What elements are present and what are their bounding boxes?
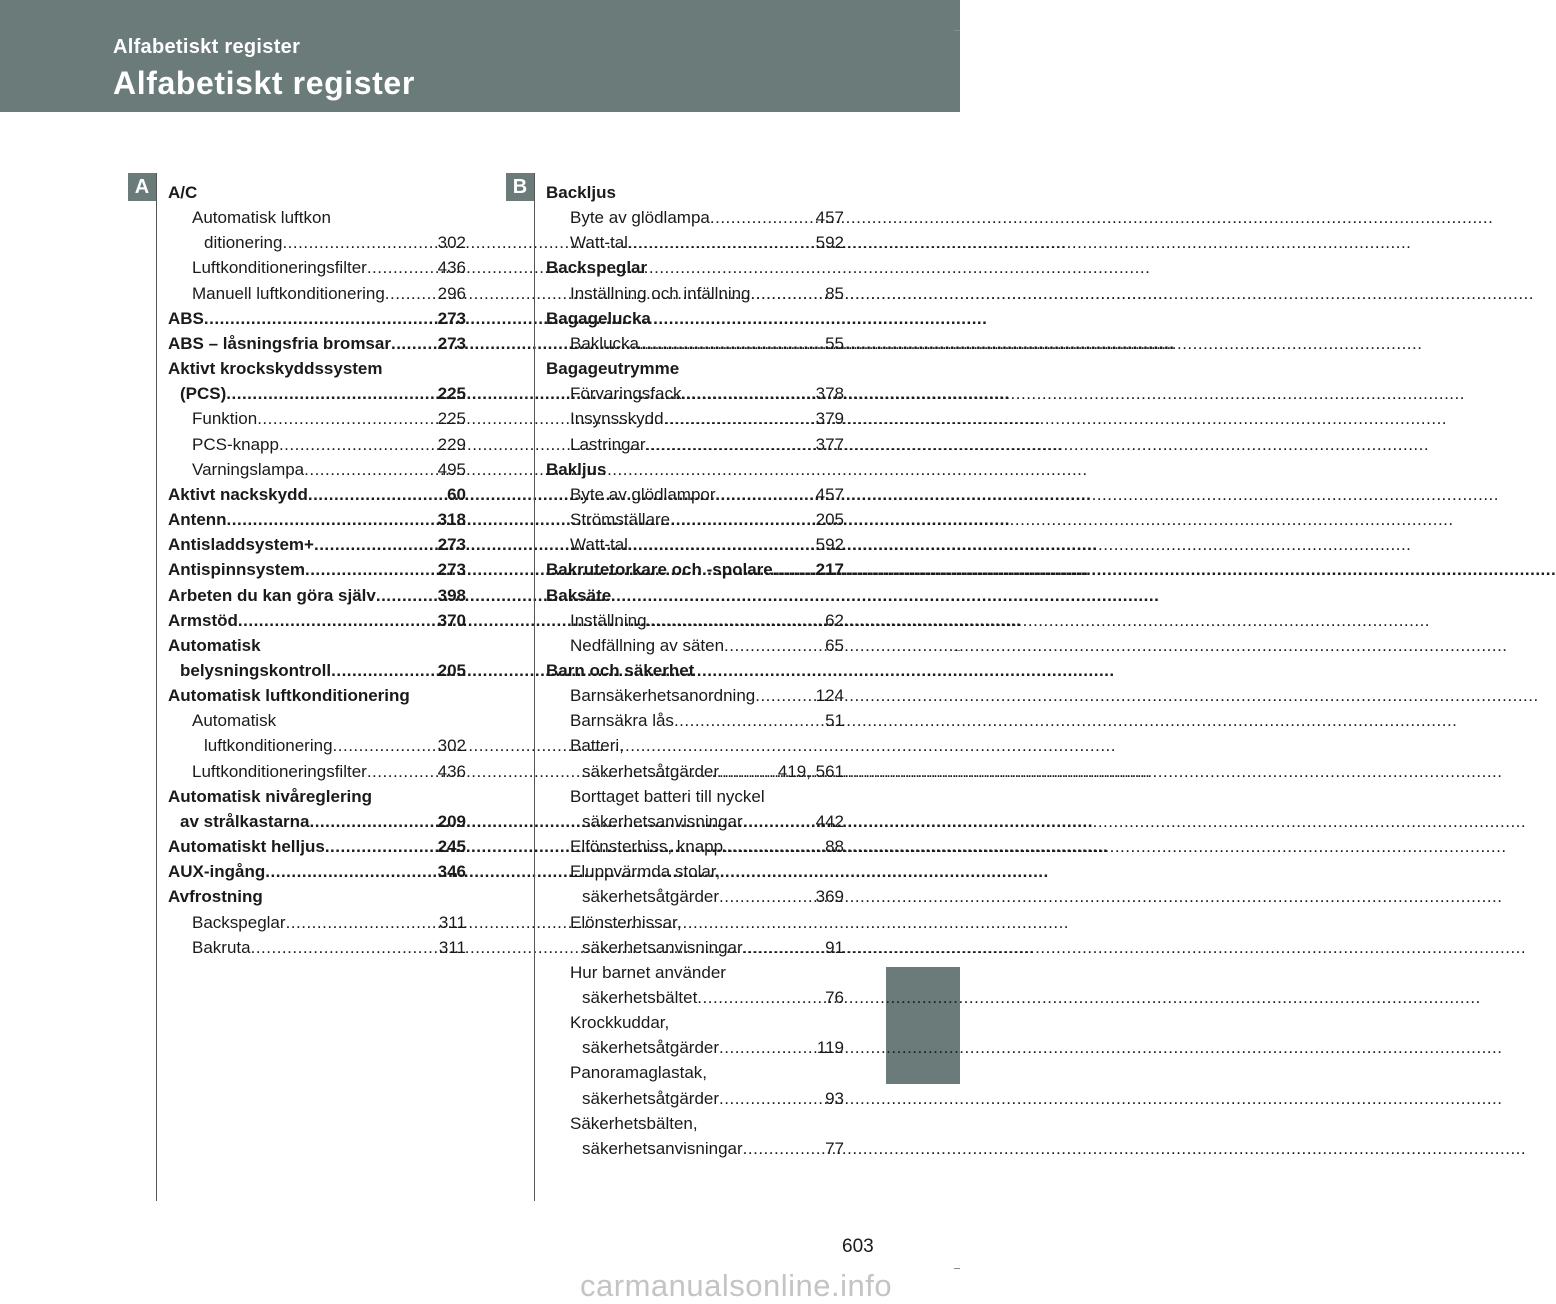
term-text: A/C bbox=[168, 183, 198, 202]
dot-leader bbox=[333, 733, 436, 758]
term-text: Antispinnsystem bbox=[168, 560, 305, 580]
dot-leader bbox=[376, 583, 436, 608]
term-text: Watt-tal bbox=[570, 535, 628, 555]
index-term bbox=[546, 255, 844, 280]
index-subterm bbox=[168, 230, 466, 255]
page-reference: 225 bbox=[437, 384, 466, 404]
page-reference: 311 bbox=[438, 912, 466, 932]
term-text: Barn och säkerhet bbox=[546, 660, 695, 680]
term-text: Baksäte bbox=[546, 585, 612, 605]
term-text: Bakljus bbox=[546, 459, 607, 479]
page-reference: 398 bbox=[437, 585, 466, 605]
watermark: carmanualsonline.info bbox=[580, 1268, 893, 1303]
index-subterm bbox=[546, 1086, 844, 1111]
page-reference: 442 bbox=[815, 811, 844, 831]
term-text: Förvaringsfack bbox=[570, 384, 682, 404]
term-text: Bagageutrymme bbox=[546, 359, 680, 379]
term-text: Varningslampa bbox=[192, 459, 305, 479]
index-term bbox=[168, 633, 466, 658]
term-text: Manuell luftkonditionering bbox=[192, 283, 385, 303]
index-entry bbox=[546, 180, 844, 255]
index-subterm bbox=[546, 884, 844, 909]
dot-leader bbox=[331, 658, 435, 683]
term-text: Panoramaglastak, bbox=[570, 1063, 708, 1083]
index-entry bbox=[546, 356, 844, 457]
page-reference: 60 bbox=[447, 484, 466, 504]
index-entry bbox=[168, 557, 466, 582]
term-text: av strålkastarna bbox=[180, 811, 310, 831]
dot-leader bbox=[628, 532, 814, 557]
term-text: Byte av glödlampa bbox=[570, 208, 710, 228]
term-text: Aktivt krockskyddssystem bbox=[168, 359, 383, 379]
dot-leader bbox=[743, 1136, 823, 1161]
term-text: säkerhetsanvisningar bbox=[582, 811, 743, 831]
dot-leader bbox=[674, 708, 823, 733]
term-text: Säkerhetsbälten, bbox=[570, 1113, 698, 1133]
dot-leader bbox=[716, 482, 814, 507]
dot-leader bbox=[367, 255, 436, 280]
index-term bbox=[168, 507, 466, 532]
term-text: Automatisk nivåreglering bbox=[168, 786, 373, 806]
index-term bbox=[546, 180, 844, 205]
term-text: Armstöd bbox=[168, 610, 238, 630]
term-text: Strömställare bbox=[570, 510, 671, 530]
index-term bbox=[168, 809, 466, 834]
index-subterm bbox=[546, 759, 844, 784]
term-text: Avfrostning bbox=[168, 887, 263, 907]
dot-leader bbox=[227, 507, 436, 532]
term-text: Antisladdsystem+ bbox=[168, 535, 314, 555]
term-text: Inställning bbox=[570, 610, 647, 630]
page-reference: 76 bbox=[825, 988, 844, 1007]
index-subterm bbox=[546, 281, 844, 306]
term-text: Eluppvärmda stolar, bbox=[570, 862, 721, 882]
index-entry bbox=[168, 180, 466, 306]
page-reference: 378 bbox=[815, 384, 844, 404]
term-text: ditionering bbox=[204, 233, 283, 253]
index-subterm bbox=[546, 205, 844, 230]
page-reference: 457 bbox=[815, 484, 844, 504]
term-text: belysningskontroll bbox=[180, 660, 332, 680]
index-term bbox=[168, 784, 466, 809]
index-term bbox=[168, 583, 466, 608]
index-entry bbox=[546, 306, 844, 356]
term-text: luftkonditionering bbox=[204, 736, 333, 756]
index-entry bbox=[168, 482, 466, 507]
term-text: Byte av glödlampor bbox=[570, 484, 716, 504]
index-term bbox=[546, 356, 844, 381]
dot-leader bbox=[773, 557, 814, 582]
index-term bbox=[168, 683, 466, 708]
index-subterm bbox=[546, 985, 844, 1010]
index-subterm bbox=[546, 784, 844, 809]
index-entry bbox=[168, 683, 466, 784]
index-subterm bbox=[168, 255, 466, 280]
term-text: ABS bbox=[168, 308, 204, 328]
index-entry bbox=[546, 557, 844, 582]
index-subterm bbox=[546, 432, 844, 457]
index-term bbox=[168, 834, 466, 859]
index-subterm bbox=[546, 230, 844, 255]
section-letter-b: B bbox=[506, 173, 534, 201]
index-entry bbox=[168, 583, 466, 608]
page-reference: 457 bbox=[815, 208, 844, 228]
page-reference: 65 bbox=[825, 635, 844, 655]
page-reference: 273 bbox=[437, 333, 466, 353]
dot-leader bbox=[751, 281, 824, 306]
page-reference: 302 bbox=[437, 736, 466, 756]
dot-leader bbox=[204, 306, 436, 331]
page-reference: 273 bbox=[437, 535, 466, 555]
index-entry bbox=[168, 608, 466, 633]
dot-leader bbox=[719, 884, 814, 909]
term-text: Automatiskt helljus bbox=[168, 837, 325, 857]
index-term bbox=[168, 532, 466, 557]
index-subterm bbox=[168, 205, 466, 230]
term-text: ABS – låsningsfria bromsar bbox=[168, 333, 391, 353]
column-divider-a bbox=[156, 173, 157, 1201]
index-term bbox=[168, 608, 466, 633]
dot-leader bbox=[367, 759, 436, 784]
page-reference: 318 bbox=[437, 510, 466, 530]
index-term bbox=[168, 331, 466, 356]
dot-leader bbox=[710, 205, 814, 230]
page-reference: 77 bbox=[825, 1138, 844, 1158]
index-subterm bbox=[546, 960, 844, 985]
page-reference: 55 bbox=[825, 333, 844, 353]
index-entry bbox=[168, 859, 466, 884]
index-term bbox=[546, 306, 844, 331]
term-text: säkerhetsanvisningar bbox=[582, 1138, 743, 1158]
term-text: Krockkuddar, bbox=[570, 1013, 670, 1033]
term-text: Automatisk luftkonditionering bbox=[168, 686, 410, 706]
term-text: Backljus bbox=[546, 183, 616, 202]
dot-leader bbox=[238, 608, 436, 633]
index-subterm bbox=[546, 1136, 844, 1161]
page-reference: 62 bbox=[825, 610, 844, 630]
page-reference: 229 bbox=[437, 434, 466, 454]
index-entry bbox=[168, 532, 466, 557]
index-subterm bbox=[546, 834, 844, 859]
term-text: Backspeglar bbox=[546, 258, 648, 278]
term-text: Arbeten du kan göra själv bbox=[168, 585, 376, 605]
crop-mark bbox=[954, 30, 960, 31]
page-reference: 119 bbox=[816, 1038, 844, 1058]
term-text: Bakrutetorkare och -spolare bbox=[546, 560, 773, 580]
page-reference: 245 bbox=[437, 837, 466, 857]
index-subterm bbox=[546, 633, 844, 658]
index-subterm bbox=[546, 532, 844, 557]
page-reference: 124 bbox=[815, 686, 844, 706]
index-entry bbox=[168, 356, 466, 482]
index-entry bbox=[546, 583, 844, 658]
page-reference: 302 bbox=[437, 233, 466, 253]
dot-leader bbox=[664, 406, 814, 431]
term-text: Borttaget batteri till nyckel bbox=[570, 786, 765, 806]
term-text: säkerhetsåtgärder bbox=[582, 887, 720, 907]
term-text: säkerhetsanvisningar bbox=[582, 937, 743, 957]
index-entry bbox=[546, 658, 844, 1161]
index-entry bbox=[546, 255, 844, 305]
page-reference: 370 bbox=[437, 610, 466, 630]
page-reference: 209 bbox=[437, 811, 466, 831]
index-term bbox=[168, 884, 466, 909]
page-reference: 91 bbox=[825, 937, 844, 957]
page-reference: 51 bbox=[825, 711, 844, 731]
index-subterm bbox=[546, 935, 844, 960]
page-reference: 346 bbox=[437, 862, 466, 882]
term-text: Automatisk bbox=[168, 635, 261, 655]
header-subtitle: Alfabetiskt register bbox=[113, 36, 301, 58]
term-text: Barnsäkerhetsanordning bbox=[570, 686, 756, 706]
term-text: Batteri, bbox=[570, 736, 624, 756]
column-divider-b bbox=[534, 173, 535, 1201]
index-subterm bbox=[168, 406, 466, 431]
page-reference: 273 bbox=[437, 308, 466, 328]
index-subterm bbox=[168, 281, 466, 306]
page-reference: 377 bbox=[815, 434, 844, 454]
section-letter-a: A bbox=[128, 173, 156, 201]
index-term bbox=[168, 381, 466, 406]
chapter-side-tab bbox=[886, 967, 960, 1084]
index-entry bbox=[168, 884, 466, 959]
index-subterm bbox=[546, 1010, 844, 1035]
page-title: Alfabetiskt register bbox=[113, 65, 415, 101]
dot-leader bbox=[628, 230, 814, 255]
dot-leader bbox=[286, 910, 437, 935]
term-text: Hur barnet använder bbox=[570, 962, 726, 982]
index-term bbox=[168, 306, 466, 331]
dot-leader bbox=[647, 608, 824, 633]
page-reference: 217 bbox=[815, 560, 844, 580]
index-term bbox=[168, 180, 466, 205]
dot-leader bbox=[755, 683, 813, 708]
term-text: Backspeglar bbox=[192, 912, 286, 932]
page-reference: 205 bbox=[815, 510, 844, 530]
index-subterm bbox=[546, 381, 844, 406]
page-reference: 379 bbox=[815, 409, 844, 429]
dot-leader bbox=[226, 381, 435, 406]
page-reference: 273 bbox=[437, 560, 466, 580]
index-column-a bbox=[168, 180, 466, 960]
dot-leader bbox=[743, 809, 814, 834]
dot-leader bbox=[257, 406, 435, 431]
index-term bbox=[168, 859, 466, 884]
index-subterm bbox=[168, 708, 466, 733]
page-reference: 369 bbox=[815, 887, 844, 907]
term-text: Barnsäkra lås bbox=[570, 711, 674, 731]
term-text: Insynsskydd bbox=[570, 409, 664, 429]
term-text: Luftkonditioneringsfilter bbox=[192, 761, 367, 781]
crop-mark bbox=[954, 1268, 960, 1269]
page-number: 603 bbox=[842, 1236, 874, 1257]
term-text: Funktion bbox=[192, 409, 258, 429]
dot-leader bbox=[719, 1086, 823, 1111]
page-reference: 419, 561 bbox=[777, 761, 844, 781]
index-subterm bbox=[168, 432, 466, 457]
dot-leader bbox=[325, 834, 436, 859]
term-text: säkerhetsåtgärder bbox=[582, 1038, 720, 1058]
index-subterm bbox=[546, 482, 844, 507]
page-reference: 225 bbox=[437, 409, 466, 429]
index-subterm bbox=[546, 910, 844, 935]
page-reference: 93 bbox=[825, 1088, 844, 1108]
index-subterm bbox=[546, 608, 844, 633]
index-subterm bbox=[546, 1035, 844, 1060]
index-term bbox=[546, 557, 844, 582]
dot-leader bbox=[314, 532, 436, 557]
dot-leader bbox=[681, 381, 813, 406]
dot-leader bbox=[305, 557, 436, 582]
dot-leader bbox=[251, 935, 437, 960]
index-term bbox=[168, 658, 466, 683]
index-entry bbox=[168, 633, 466, 683]
index-term bbox=[168, 557, 466, 582]
term-text: (PCS) bbox=[180, 384, 227, 404]
dot-leader bbox=[670, 507, 813, 532]
dot-leader bbox=[385, 281, 436, 306]
dot-leader bbox=[304, 457, 435, 482]
term-text: Elönsterhissar, bbox=[570, 912, 682, 932]
index-subterm bbox=[168, 759, 466, 784]
dot-leader bbox=[697, 985, 823, 1010]
page-reference: 311 bbox=[438, 937, 466, 957]
term-text: PCS-knapp bbox=[192, 434, 279, 454]
index-term bbox=[168, 356, 466, 381]
dot-leader bbox=[391, 331, 436, 356]
index-entry bbox=[168, 834, 466, 859]
index-subterm bbox=[546, 1060, 844, 1085]
index-subterm bbox=[546, 859, 844, 884]
index-entry bbox=[168, 784, 466, 834]
index-entry bbox=[168, 331, 466, 356]
term-text: Nedfällning av säten bbox=[570, 635, 725, 655]
dot-leader bbox=[309, 809, 435, 834]
index-subterm bbox=[546, 406, 844, 431]
page-reference: 592 bbox=[815, 535, 844, 555]
index-subterm bbox=[168, 457, 466, 482]
index-subterm bbox=[168, 910, 466, 935]
index-subterm bbox=[546, 507, 844, 532]
dot-leader bbox=[279, 432, 436, 457]
term-text: Watt-tal bbox=[570, 233, 628, 253]
dot-leader bbox=[646, 432, 814, 457]
index-subterm bbox=[546, 1111, 844, 1136]
term-text: Aktivt nackskydd bbox=[168, 484, 308, 504]
index-entry bbox=[168, 507, 466, 532]
term-text: Lastringar bbox=[570, 434, 646, 454]
page-reference: 88 bbox=[825, 837, 844, 857]
term-text: Bakruta bbox=[192, 937, 251, 957]
page-reference: 296 bbox=[437, 283, 466, 303]
index-subterm bbox=[546, 683, 844, 708]
dot-leader bbox=[265, 859, 435, 884]
index-entry bbox=[546, 457, 844, 558]
page-reference: 85 bbox=[825, 283, 844, 303]
term-text: säkerhetsbältet bbox=[582, 988, 698, 1007]
index-column-b bbox=[546, 180, 844, 1161]
index-subterm bbox=[168, 733, 466, 758]
page-reference: 436 bbox=[437, 761, 466, 781]
term-text: säkerhetsåtgärder bbox=[582, 761, 720, 781]
header-bar bbox=[0, 0, 960, 112]
index-subterm bbox=[168, 935, 466, 960]
term-text: Automatisk bbox=[192, 711, 277, 731]
dot-leader bbox=[719, 759, 776, 784]
dot-leader bbox=[743, 935, 823, 960]
dot-leader bbox=[723, 834, 823, 859]
term-text: Luftkonditioneringsfilter bbox=[192, 258, 367, 278]
term-text: Baklucka bbox=[570, 333, 639, 353]
index-term bbox=[546, 457, 844, 482]
index-subterm bbox=[546, 809, 844, 834]
dot-leader bbox=[639, 331, 823, 356]
term-text: Automatisk luftkon bbox=[192, 208, 331, 228]
page-reference: 495 bbox=[437, 459, 466, 479]
page-reference: 436 bbox=[437, 258, 466, 278]
term-text: Antenn bbox=[168, 510, 227, 530]
term-text: AUX-ingång bbox=[168, 862, 266, 882]
index-term bbox=[546, 658, 844, 683]
index-subterm bbox=[546, 331, 844, 356]
index-subterm bbox=[546, 733, 844, 758]
term-text: säkerhetsåtgärder bbox=[582, 1088, 720, 1108]
page-reference: 205 bbox=[437, 660, 466, 680]
dot-leader bbox=[724, 633, 823, 658]
page-reference: 592 bbox=[815, 233, 844, 253]
term-text: Inställning och infällning bbox=[570, 283, 751, 303]
index-entry bbox=[168, 306, 466, 331]
dot-leader bbox=[282, 230, 435, 255]
index-subterm bbox=[546, 708, 844, 733]
index-term bbox=[546, 583, 844, 608]
dot-leader bbox=[719, 1035, 815, 1060]
dot-leader bbox=[308, 482, 445, 507]
term-text: Elfönsterhiss, knapp bbox=[570, 837, 724, 857]
index-term bbox=[168, 482, 466, 507]
term-text: Bagagelucka bbox=[546, 308, 651, 328]
